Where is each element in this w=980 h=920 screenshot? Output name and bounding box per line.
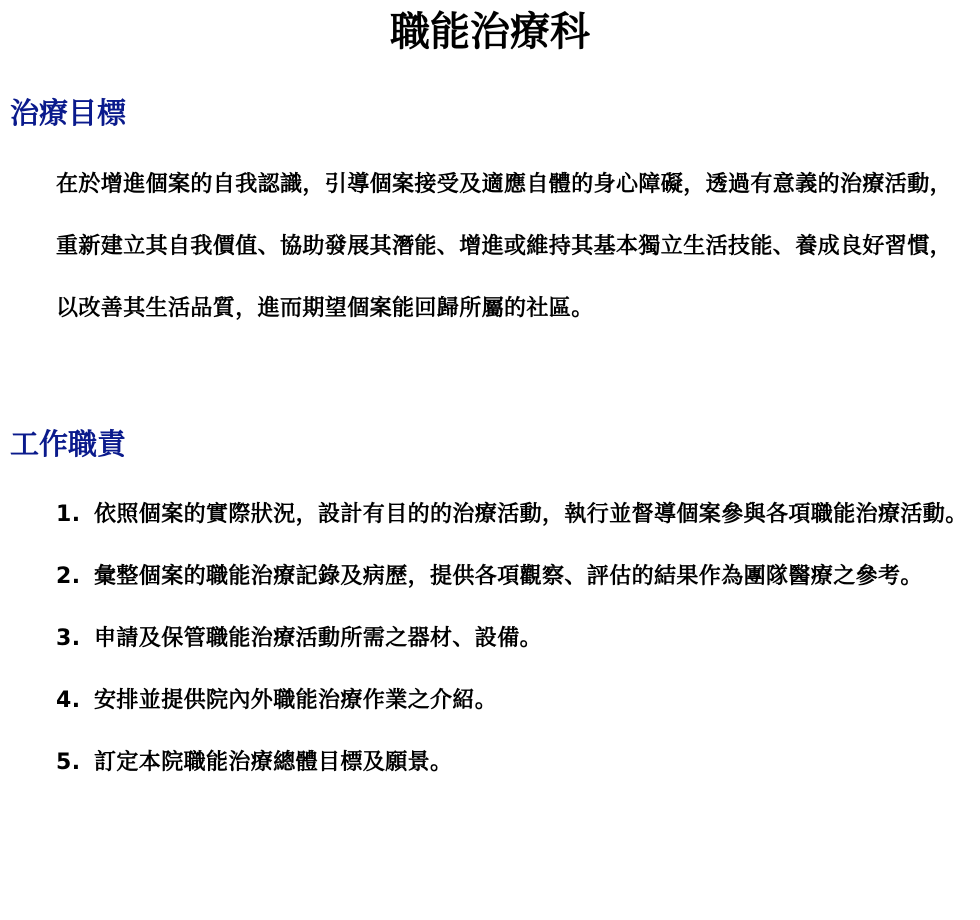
section-heading-job-duties: 工作職責 bbox=[10, 427, 127, 461]
section-heading-treatment-goals: 治療目標 bbox=[10, 96, 127, 130]
job-duties-list bbox=[56, 484, 968, 794]
duty-text: 安排並提供院內外職能治療作業之介紹。 bbox=[94, 688, 498, 713]
duty-item-3 bbox=[56, 608, 968, 670]
duty-number: 4. bbox=[56, 688, 81, 713]
treatment-goals-paragraph: 在於增進個案的自我認識，引導個案接受及適應自體的身心障礙，透過有意義的治療活動，重新建立其自我價值、協助發展其潛能、增進或維持其基本獨立生活技能、養成良好習慣，以改善其生活品質，進而期望個案能回歸所屬的社區。 bbox=[56, 172, 953, 321]
duty-text: 申請及保管職能治療活動所需之器材、設備。 bbox=[94, 626, 543, 651]
duty-item-5 bbox=[56, 732, 968, 794]
duty-number: 1. bbox=[56, 502, 81, 527]
page-title: 職能治療科 bbox=[390, 9, 590, 55]
duty-number: 5. bbox=[56, 750, 81, 775]
duty-item-1 bbox=[56, 484, 968, 546]
duty-text: 彙整個案的職能治療記錄及病歷，提供各項觀察、評估的結果作為團隊醫療之參考。 bbox=[94, 564, 923, 589]
duty-text: 訂定本院職能治療總體目標及願景。 bbox=[94, 750, 453, 775]
duty-item-2 bbox=[56, 546, 968, 608]
duty-item-4 bbox=[56, 670, 968, 732]
duty-text: 依照個案的實際狀況，設計有目的的治療活動，執行並督導個案參與各項職能治療活動。 bbox=[94, 502, 968, 527]
duty-number: 3. bbox=[56, 626, 81, 651]
duty-number: 2. bbox=[56, 564, 81, 589]
